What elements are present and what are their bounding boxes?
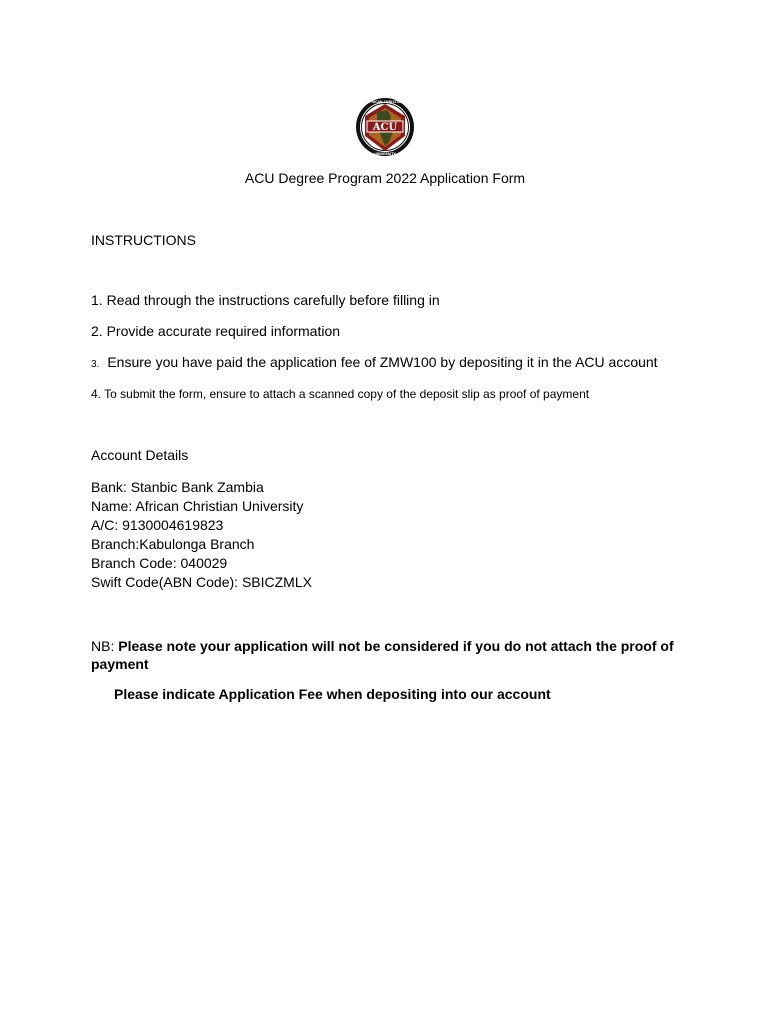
svg-text:AFRICAN CHRISTIAN: AFRICAN CHRISTIAN — [366, 100, 404, 104]
account-details — [91, 478, 312, 592]
svg-text:UNIVERSITY: UNIVERSITY — [374, 152, 396, 156]
instruction-item-2 — [91, 323, 340, 339]
instruction-number: 3. — [91, 359, 100, 370]
nb-note — [91, 637, 691, 673]
instruction-number: 2. — [91, 323, 103, 339]
instruction-number: 1. — [91, 292, 103, 308]
instruction-item-3 — [91, 354, 658, 370]
instruction-item-4 — [91, 387, 589, 401]
account-heading: Account Details — [91, 447, 189, 463]
instruction-text: Provide accurate required information — [106, 323, 341, 339]
account-branch-code: Branch Code: 040029 — [91, 555, 228, 571]
instruction-text: Read through the instructions carefully before filling in — [106, 292, 440, 308]
instructions-heading: INSTRUCTIONS — [91, 232, 196, 248]
account-number: A/C: 9130004619823 — [91, 517, 224, 533]
acu-seal-icon — [355, 96, 415, 158]
nb-label: NB: — [91, 638, 115, 654]
account-swift-code: Swift Code(ABN Code): SBICZMLX — [91, 574, 312, 590]
form-title: ACU Degree Program 2022 Application Form — [244, 170, 526, 186]
account-branch: Branch:Kabulonga Branch — [91, 536, 255, 552]
instruction-text: Ensure you have paid the application fee of ZMW100 by depositing it in the ACU account — [107, 354, 658, 370]
account-bank: Bank: Stanbic Bank Zambia — [91, 479, 264, 495]
instruction-item-1 — [91, 292, 440, 308]
logo-text: ACU — [372, 122, 398, 133]
nb-text: Please note your application will not be considered if you do not attach the proof of payment — [91, 638, 674, 672]
fee-note: Please indicate Application Fee when depositing into our account — [114, 686, 551, 702]
instruction-number: 4. — [91, 387, 102, 401]
instruction-text: To submit the form, ensure to attach a scanned copy of the deposit slip as proof of payment — [104, 387, 590, 401]
account-name: Name: African Christian University — [91, 498, 304, 514]
